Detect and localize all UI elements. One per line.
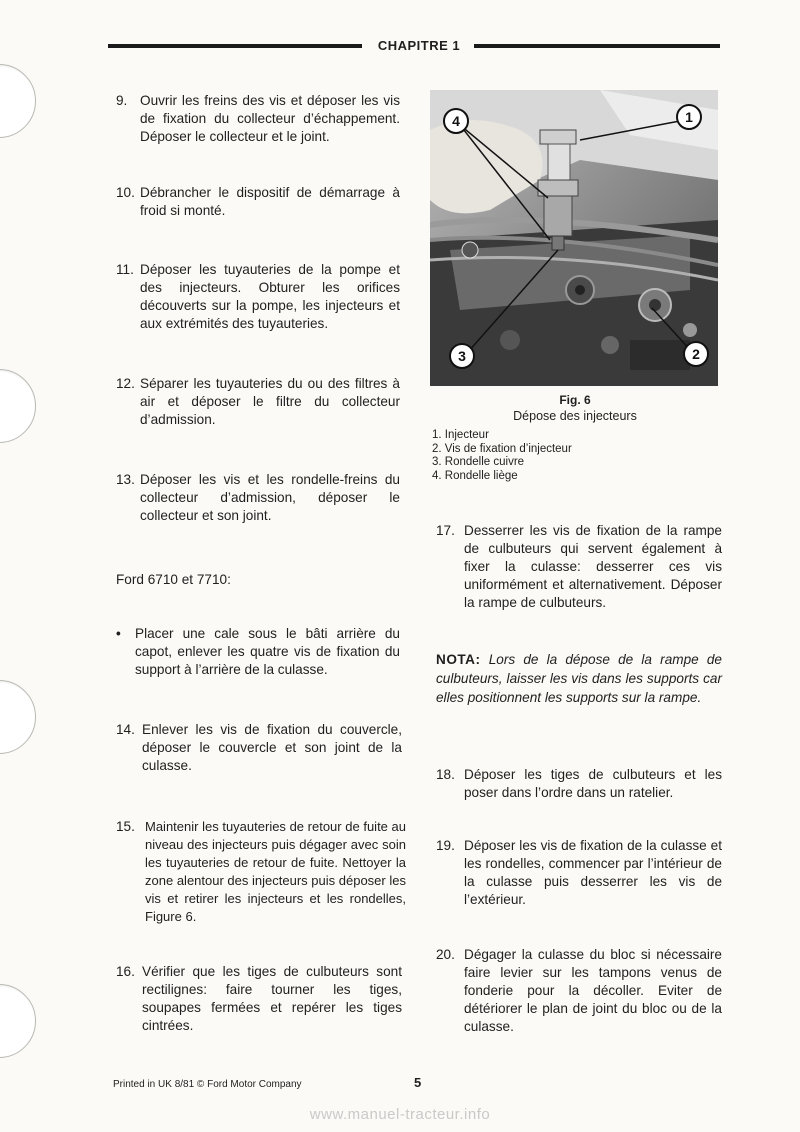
nota-keyword: NOTA: <box>436 652 481 667</box>
step-12 <box>116 375 400 429</box>
step-15 <box>116 818 406 926</box>
step-number: 17. <box>436 523 455 538</box>
step-19 <box>436 837 722 909</box>
callout-3 <box>450 344 474 368</box>
step-text: Déposer les vis de fixation de la culasse et les rondelles, commencer par l’intérieur de la culasse puis desserrer les vis de l’extérieur. <box>464 838 722 907</box>
step-text: Déposer les tuyauteries de la pompe et des injecteurs. Obturer les orifices découverts sur la pompe, les injecteurs et aux extrémités des tuyauteries. <box>140 262 400 331</box>
svg-text:4: 4 <box>452 113 460 129</box>
step-text: Débrancher le dispositif de démarrage à froid si monté. <box>140 185 400 218</box>
step-9 <box>116 92 400 146</box>
nota-block <box>436 650 722 707</box>
svg-text:2: 2 <box>692 346 700 362</box>
svg-text:3: 3 <box>458 348 466 364</box>
legend-item: 2. Vis de fixation d’injecteur <box>432 442 572 455</box>
step-number: 13. <box>116 472 135 487</box>
svg-text:1: 1 <box>685 109 693 125</box>
print-notice: Printed in UK 8/81 © Ford Motor Company <box>113 1079 302 1090</box>
binder-hole-1 <box>0 64 36 138</box>
bullet-item <box>116 625 400 679</box>
binder-hole-4 <box>0 984 36 1058</box>
step-16 <box>116 963 402 1035</box>
watermark-url: www.manuel-tracteur.info <box>309 1106 491 1123</box>
step-text: Enlever les vis de fixation du couvercle, déposer le couvercle et son joint de la culasse. <box>142 722 402 773</box>
legend-item: 1. Injecteur <box>432 429 489 441</box>
step-number: 14. <box>116 722 135 737</box>
step-text: Desserrer les vis de fixation de la rampe de culbuteurs qui servent également à fixer la culasse: desserrer ces vis uniformément et alternativement. Déposer la rampe de culbuteurs. <box>464 523 722 610</box>
step-number: 20. <box>436 947 455 962</box>
step-number: 12. <box>116 376 135 391</box>
binder-hole-2 <box>0 369 36 443</box>
header-rule-left <box>108 44 362 48</box>
chapter-header <box>108 36 720 56</box>
callout-2 <box>684 342 708 366</box>
header-rule-right <box>474 44 720 48</box>
page-number: 5 <box>414 1075 422 1090</box>
chapter-title: CHAPITRE 1 <box>377 38 461 53</box>
figure-legend <box>432 429 712 483</box>
step-text: Vérifier que les tiges de culbuteurs sont rectilignes: faire tourner les tiges, soupapes fermées et repérer les tiges cintrées. <box>142 964 402 1033</box>
bullet-text: Placer une cale sous le bâti arrière du capot, enlever les quatre vis de fixation du support à l’arrière de la culasse. <box>135 626 400 677</box>
figure-caption: Dépose des injecteurs <box>513 409 637 423</box>
step-text: Ouvrir les freins des vis et déposer les vis de fixation du collecteur d’échappement. Déposer le collecteur et le joint. <box>140 93 400 144</box>
ford-models-heading: Ford 6710 et 7710: <box>116 572 231 587</box>
step-18 <box>436 766 722 802</box>
step-number: 11. <box>116 262 134 277</box>
step-11 <box>116 261 400 333</box>
step-number: 15. <box>116 819 135 834</box>
callout-4 <box>444 109 468 133</box>
legend-item: 3. Rondelle cuivre <box>432 456 525 469</box>
bullet-symbol: • <box>116 626 121 641</box>
step-text: Déposer les vis et les rondelle-freins du collecteur d’admission, déposer le collecteur et son joint. <box>140 472 400 523</box>
step-number: 18. <box>436 767 455 782</box>
step-number: 10. <box>116 185 135 200</box>
binder-hole-3 <box>0 680 36 754</box>
injector-removal-photo <box>430 90 718 386</box>
step-number: 19. <box>436 838 455 853</box>
step-13 <box>116 471 400 525</box>
step-text: Déposer les tiges de culbuteurs et les poser dans l’ordre dans un ratelier. <box>464 767 722 800</box>
nota-text: Lors de la dépose de la rampe de culbuteurs, laisser les vis dans les supports car elles positionnent les supports sur la rampe. <box>436 652 722 705</box>
step-20 <box>436 946 722 1036</box>
step-number: 16. <box>116 964 135 979</box>
step-number: 9. <box>116 93 128 108</box>
step-14 <box>116 721 402 775</box>
step-text: Dégager la culasse du bloc si nécessaire faire levier sur les tampons venus de fonderie pour la décoller. Eviter de détériorer le plan de joint du bloc ou de la culasse. <box>464 947 722 1034</box>
step-17 <box>436 522 722 612</box>
step-text: Séparer les tuyauteries du ou des filtres à air et déposer le filtre du collecteur d’admission. <box>140 376 400 427</box>
step-10 <box>116 184 400 220</box>
legend-item: 4. Rondelle liège <box>432 469 518 482</box>
step-text: Maintenir les tuyauteries de retour de fuite au niveau des injecteurs puis dégager avec soin les tuyauteries de retour de fuite. Nettoyer la zone alentour des injecteurs puis déposer les vis et retirer les injecteurs et les rondelles, Figure 6. <box>145 819 406 924</box>
figure-label: Fig. 6 <box>559 393 591 407</box>
callout-1 <box>677 105 701 129</box>
